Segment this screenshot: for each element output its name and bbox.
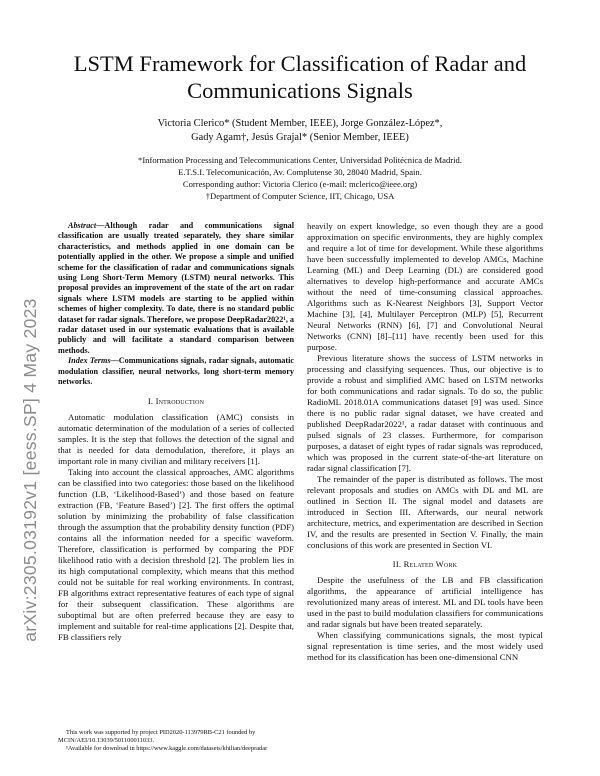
author-line-2: Gady Agam†, Jesús Grajal* (Senior Member, IEEE) <box>191 131 409 143</box>
body-paragraph: When classifying communications signals, the most typical signal representation is time series, and the most widely used method for its classification has been one-dimensional CNN <box>307 630 543 662</box>
body-paragraph: Previous literature shows the success of LSTM networks in processing and classifying sequences. Thus, our objective is to provide a robust and simplified AMC based on LSTM networks for both communications and radar signals. To do so, the public RadioML 2018.01A communications dataset [9] was used. Since there is no public radar signal dataset, we have created and published DeepRadar2022¹, a radar dataset with continuous and pulsed signals of 23 classes. Furthermore, for comparison purposes, a dataset of eight types of radar signals was reproduced, which was proposed in the current state-of-the-art literature on radar signal classification [7]. <box>307 353 543 473</box>
affiliation-line: *Information Processing and Telecommunications Center, Universidad Politécnica de Madrid. <box>138 155 462 165</box>
body-paragraph: The remainder of the paper is distributed as follows. The most relevant proposals and studies on AMCs with DL and ML are outlined in Section II. The signal model and datasets are introduced in Section III. Afterwards, our neural network architecture, metrics, and experimentation are described in Section IV, and the results are presented in Section V. Finally, the main conclusions of this work are presented in Section VI. <box>307 474 543 550</box>
author-list <box>100 117 500 144</box>
body-paragraph: Taking into account the classical approaches, AMC algorithms can be classified into two categories: those based on the likelihood function (LB, ‘Likelihood-Based’) and those based on feature extraction (FB, ‘Feature Based’) [2]. The first offers the optimal solution by minimizing the probability of false classification through the assumption that the probability density function (PDF) contains all the information needed for a specific waveform. Therefore, classification is performed by comparing the PDF likelihood ratio with a decision threshold [2]. The problem lies in its high computational complexity, which means that this method could not be suitable for real working environments. In contrast, FB algorithms extract representative features of each type of signal for their subsequent classification. These algorithms are suboptimal but are often preferred because they are easy to implement and suitable for real-time applications [2]. Despite that, FB classifiers rely <box>58 466 294 642</box>
affiliation-line: †Department of Computer Science, IIT, Chicago, USA <box>205 191 395 201</box>
abstract-label: Abstract <box>68 221 97 230</box>
abstract <box>58 221 294 388</box>
body-paragraph: heavily on expert knowledge, so even though they are a good approximation on specific environments, they are highly complex and require a lot of time for development. While these algorithms have been successfully implemented to develop AMCs, Machine Learning (ML) and Deep Learning (DL) are considered good alternatives to develop high-performance and accurate AMCs without the need of time-consuming classical approaches. Algorithms such as K-Nearest Neighbors [3], Support Vector Machine [3], [4], Multilayer Perceptron (MLP) [5], Recurrent Neural Networks (RNN) [6], [7] and Convolutional Neural Networks (CNN) [8]–[11] have recently been used for this purpose. <box>307 221 543 352</box>
footnotes <box>58 729 294 753</box>
affiliations <box>80 154 520 202</box>
right-column <box>307 221 543 663</box>
author-line-1: Victoria Clerico* (Student Member, IEEE), Jorge González-López*, <box>157 118 443 129</box>
index-terms-text: —Communications signals, radar signals, automatic modulation classifier, neural networks, long short-term memory networks. <box>58 356 295 387</box>
left-column <box>58 221 294 643</box>
section-heading-introduction: I. Introduction <box>147 395 205 406</box>
affiliation-line: E.T.S.I. Telecomunicación, Av. Complutense 30, 28040 Madrid, Spain. <box>178 167 422 177</box>
index-terms-label: Index Terms <box>68 356 111 366</box>
body-paragraph: Despite the usefulness of the LB and FB classification algorithms, the appearance of artificial intelligence has revolutionized many areas of interest. ML and DL tools have been used in the past to build modulation classifiers for communications and radar signals but have been treated separately. <box>307 575 543 629</box>
abstract-text: —Although radar and communications signal classification are usually treated separately, they share similar characteristics, and methods applied in one domain can be potentially applied in the other. We propose a simple and unified scheme for the classification of radar and communications signals using Long Short-Term Memory (LSTM) neural networks. This proposal provides an improvement of the state of the art on radar signals where LSTM models are starting to be applied within schemes of higher complexity. To date, there is no standard public dataset for radar signals. Therefore, we propose DeepRadar2022¹, a radar dataset used in our systematic evaluations that is available publicly and will facilitate a standard comparison between methods. <box>58 221 295 355</box>
body-paragraph: Automatic modulation classification (AMC) consists in automatic determination of the modulation of a series of collected samples. It is the step that follows the detection of the signal and that is needed for data demodulation, therefore, it plays an important role in many civilian and military receivers [1]. <box>58 411 294 466</box>
funding-footnote: This work was supported by project PID2020-113979RB-C21 founded by MCIN/AEI/10.13039/501100011033. <box>58 729 256 744</box>
dataset-footnote: ¹Available for download in https://www.kaggle.com/datasets/khilian/deepradar <box>66 745 268 752</box>
paper-title: LSTM Framework for Classification of Radar and Communications Signals <box>73 51 527 103</box>
corresponding-author: Corresponding author: Victoria Clerico (e-mail: mclerico@ieee.org) <box>182 179 418 189</box>
arxiv-stamp: arXiv:2305.03192v1 [eess.SP] 4 May 2023 <box>20 298 40 642</box>
section-heading-related-work: II. Related Work <box>392 559 458 569</box>
